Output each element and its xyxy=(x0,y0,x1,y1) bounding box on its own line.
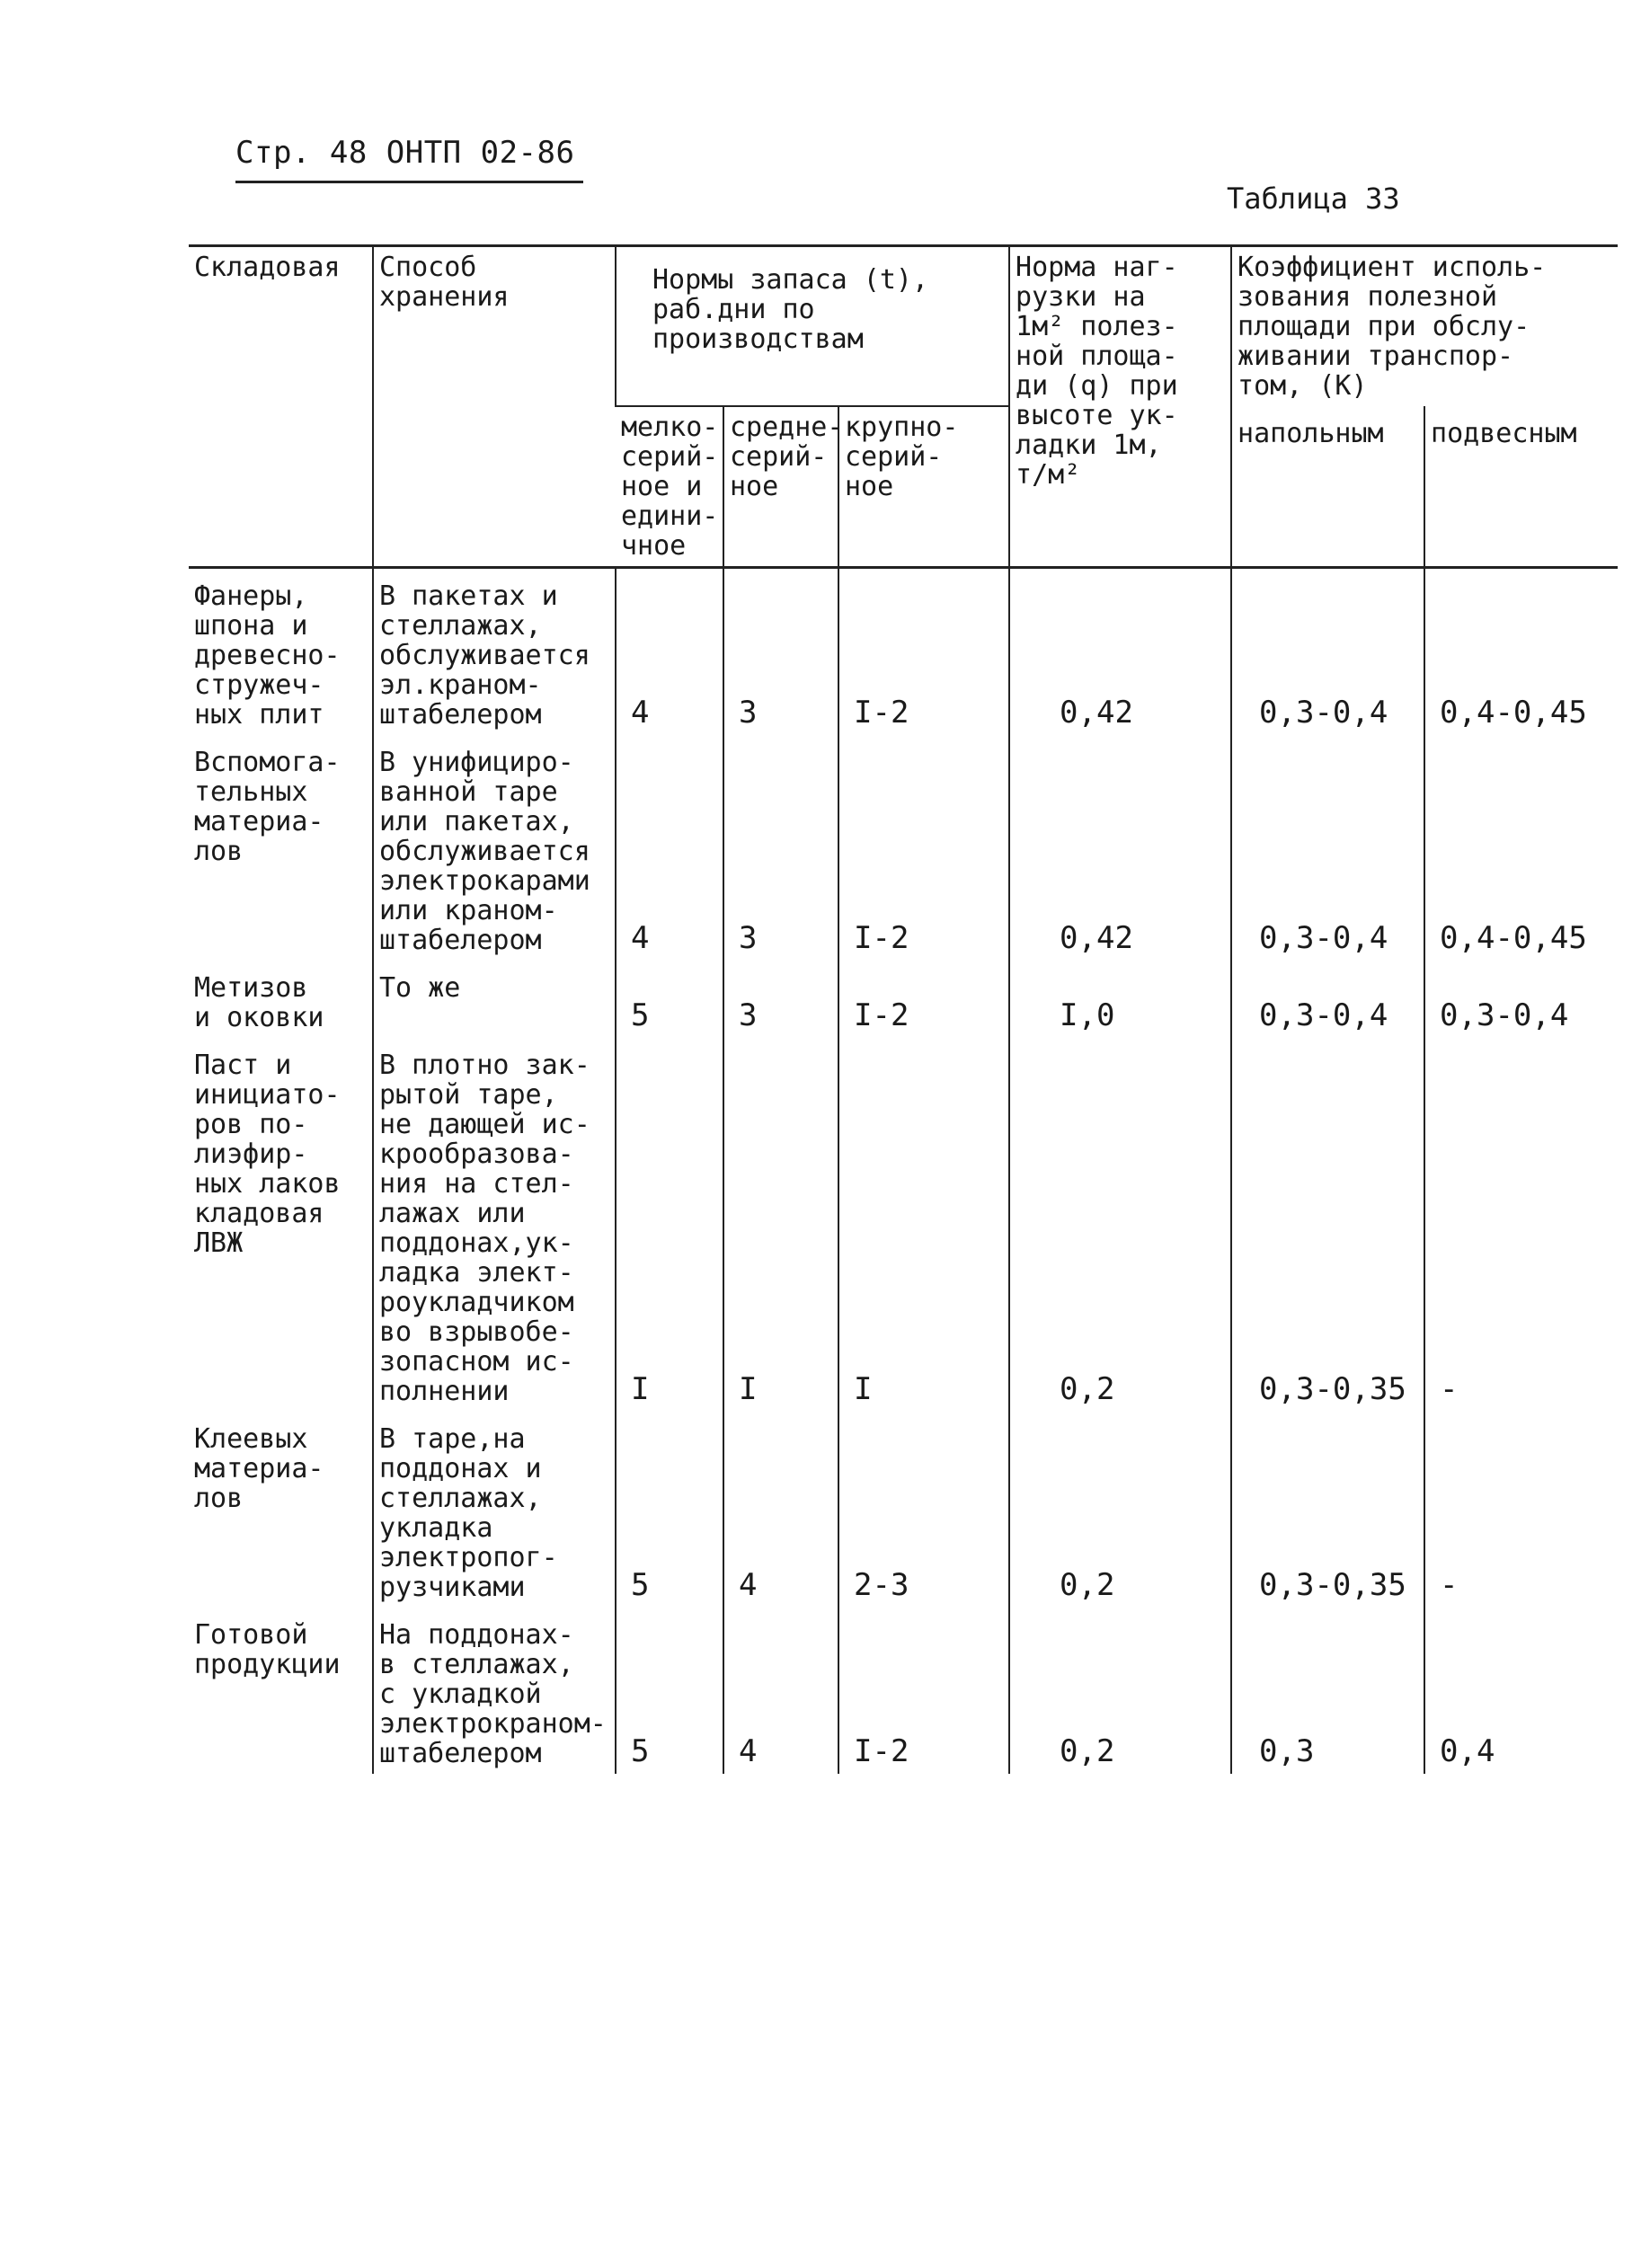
row-warehouse: Паст и инициато- ров по- лиэфир- ных лаков кладовая ЛВЖ xyxy=(194,1050,341,1259)
row-usage-overhead: 0,3-0,4 xyxy=(1424,961,1618,1038)
table-number: Таблица 33 xyxy=(1227,182,1400,216)
page-header: Стр. 48 ОНТП 02-86 xyxy=(235,135,575,171)
row-load-norm: 0,42 xyxy=(1009,735,1231,961)
row-stock-small: 4 xyxy=(616,568,723,736)
row-warehouse: Клеевых материа- лов xyxy=(194,1423,324,1514)
table-row xyxy=(189,735,1618,961)
col-header-usage-overhead: подвесным xyxy=(1424,406,1618,568)
table-row xyxy=(189,1412,1618,1608)
row-stock-medium: 3 xyxy=(723,961,838,1038)
row-warehouse: Вспомога- тельных материа- лов xyxy=(194,747,341,867)
col-header-storage-method: Способ хранения xyxy=(373,246,616,568)
row-warehouse: Готовой продукции xyxy=(194,1619,341,1680)
norms-table xyxy=(189,244,1618,1774)
col-header-stock-norms: Нормы запаса (t), раб.дни по производствам xyxy=(616,246,1009,407)
col-header-stock-medium: средне- серий- ное xyxy=(723,406,838,568)
col-header-warehouse: Складовая xyxy=(189,246,373,568)
row-stock-small: 4 xyxy=(616,735,723,961)
row-usage-floor: 0,3-0,35 xyxy=(1231,1412,1424,1608)
row-warehouse: Фанеры, шпона и древесно- стружеч- ных плит xyxy=(194,580,341,731)
row-stock-medium: 3 xyxy=(723,735,838,961)
row-load-norm: 0,2 xyxy=(1009,1038,1231,1412)
row-usage-floor: 0,3-0,4 xyxy=(1231,568,1424,736)
row-usage-floor: 0,3-0,4 xyxy=(1231,961,1424,1038)
row-stock-large: I-2 xyxy=(838,961,1009,1038)
table-body xyxy=(189,568,1618,1775)
header-row-1 xyxy=(189,246,1618,407)
row-stock-medium: 4 xyxy=(723,1608,838,1774)
row-usage-floor: 0,3-0,35 xyxy=(1231,1038,1424,1412)
row-load-norm: I,0 xyxy=(1009,961,1231,1038)
table-row xyxy=(189,1038,1618,1412)
row-stock-large: I-2 xyxy=(838,568,1009,736)
row-usage-overhead: - xyxy=(1424,1412,1618,1608)
col-header-load-norm: Норма наг- рузки на 1м² полез- ной площа- ди (q) при высоте ук- ладки 1м, т/м² xyxy=(1009,246,1231,568)
row-usage-floor: 0,3 xyxy=(1231,1608,1424,1774)
row-stock-large: 2-3 xyxy=(838,1412,1009,1608)
row-stock-medium: 4 xyxy=(723,1412,838,1608)
row-load-norm: 0,42 xyxy=(1009,568,1231,736)
col-header-usage-floor: напольным xyxy=(1231,406,1424,568)
row-storage-method: В пакетах и стеллажах, обслуживается эл.краном- штабелером xyxy=(373,568,616,736)
row-usage-overhead: 0,4-0,45 xyxy=(1424,568,1618,736)
row-stock-medium: 3 xyxy=(723,568,838,736)
row-stock-medium: I xyxy=(723,1038,838,1412)
row-usage-overhead: - xyxy=(1424,1038,1618,1412)
row-usage-overhead: 0,4-0,45 xyxy=(1424,735,1618,961)
col-header-stock-small: мелко- серий- ное и едини- чное xyxy=(616,406,723,568)
row-stock-large: I-2 xyxy=(838,1608,1009,1774)
row-warehouse: Метизов и оковки xyxy=(194,972,324,1033)
row-storage-method: На поддонах- в стеллажах, с укладкой электрокраном- штабелером xyxy=(373,1608,616,1774)
row-load-norm: 0,2 xyxy=(1009,1608,1231,1774)
row-storage-method: В плотно зак- рытой таре, не дающей ис- крообразова- ния на стел- лажах или поддонах,ук- ладка элект- роукладчиком во взрывобе- зопасном ис- полнении xyxy=(373,1038,616,1412)
row-load-norm: 0,2 xyxy=(1009,1412,1231,1608)
table-row xyxy=(189,961,1618,1038)
col-header-usage-coef: Коэффициент исполь- зования полезной площади при обслу- живании транспор- том, (К) xyxy=(1231,246,1618,407)
row-stock-small: I xyxy=(616,1038,723,1412)
row-storage-method: В унифициро- ванной таре или пакетах, обслуживается электрокарами или краном- штабелером xyxy=(373,735,616,961)
row-stock-small: 5 xyxy=(616,1412,723,1608)
row-stock-large: I-2 xyxy=(838,735,1009,961)
row-stock-large: I xyxy=(838,1038,1009,1412)
table-row xyxy=(189,568,1618,736)
row-usage-floor: 0,3-0,4 xyxy=(1231,735,1424,961)
col-header-stock-large: крупно- серий- ное xyxy=(838,406,1009,568)
row-storage-method: В таре,на поддонах и стеллажах, укладка электропог- рузчиками xyxy=(373,1412,616,1608)
row-storage-method: То же xyxy=(373,961,616,1038)
row-usage-overhead: 0,4 xyxy=(1424,1608,1618,1774)
row-stock-small: 5 xyxy=(616,961,723,1038)
row-stock-small: 5 xyxy=(616,1608,723,1774)
table-row xyxy=(189,1608,1618,1774)
